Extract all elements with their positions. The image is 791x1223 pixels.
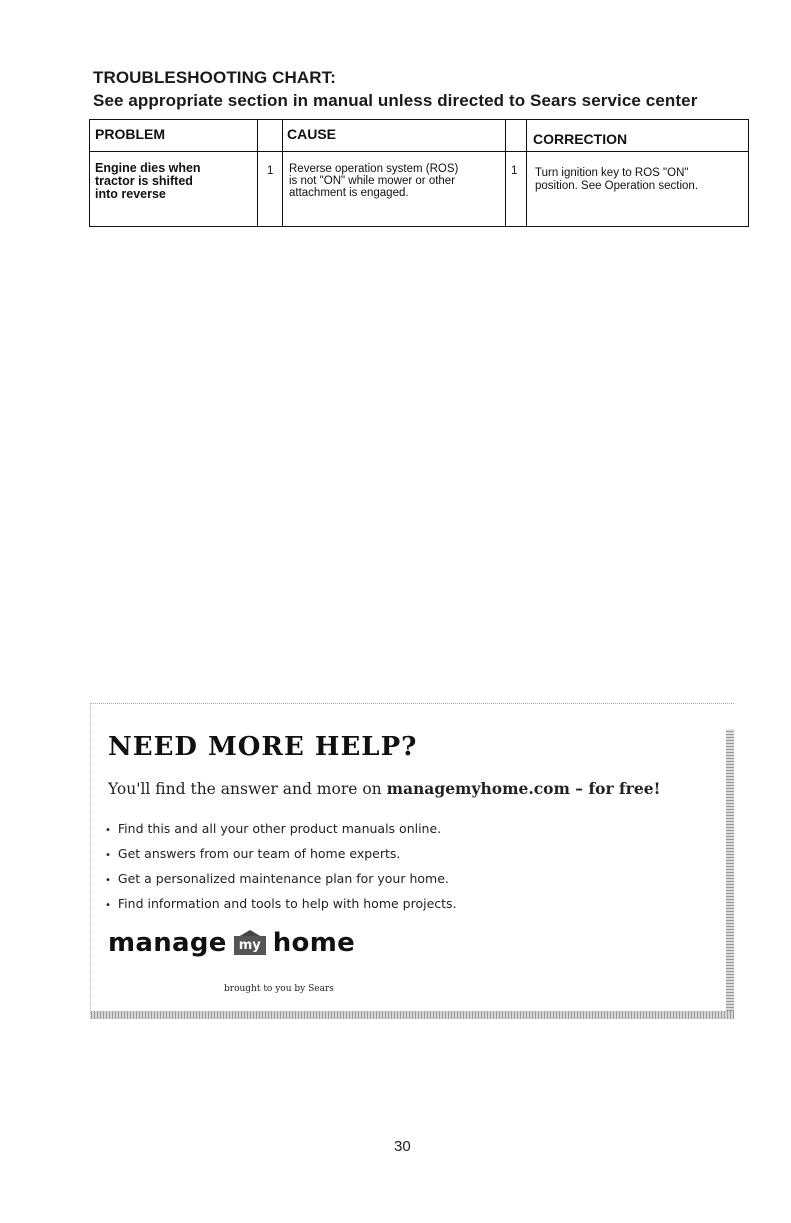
box-shadow: [726, 729, 734, 1014]
header-divider: [89, 151, 749, 152]
logo-tagline: brought to you by Sears: [224, 984, 334, 994]
problem-line: tractor is shifted: [95, 174, 193, 188]
list-item: • Find information and tools to help with home projects.: [105, 894, 457, 919]
house-icon: [231, 930, 269, 956]
list-item: • Find this and all your other product manuals online.: [105, 819, 457, 844]
header-problem: PROBLEM: [95, 126, 165, 142]
managemyhome-logo: [108, 928, 355, 962]
correction-number: 1: [511, 165, 518, 177]
cause-line: attachment is engaged.: [289, 187, 409, 199]
chart-title: TROUBLESHOOTING CHART:: [93, 68, 337, 87]
cause-number: 1: [267, 165, 274, 177]
problem-line: into reverse: [95, 187, 166, 201]
header-correction: CORRECTION: [533, 131, 628, 147]
header-cause: CAUSE: [287, 126, 337, 142]
help-subtitle: [108, 779, 660, 798]
box-shadow: [91, 1011, 734, 1019]
correction-line: position. See Operation section.: [535, 180, 699, 192]
managemyhome-link[interactable]: managemyhome.com: [386, 779, 570, 798]
problem-line: Engine dies when: [95, 161, 201, 175]
page-number: 30: [394, 1138, 411, 1155]
cause-line: Reverse operation system (ROS): [289, 163, 459, 175]
subtitle-text: You'll find the answer and more on: [108, 780, 387, 798]
column-divider: [282, 119, 283, 227]
correction-line: Turn ignition key to ROS "ON": [535, 167, 689, 179]
logo-badge-my: my: [234, 936, 266, 955]
help-title: NEED MORE HELP?: [108, 732, 418, 762]
column-divider: [505, 119, 506, 227]
logo-text-manage: manage: [108, 928, 227, 958]
help-box: [90, 703, 734, 1019]
logo-text-home: home: [272, 928, 356, 958]
cause-line: is not "ON" while mower or other: [289, 175, 456, 187]
column-divider: [526, 119, 527, 227]
troubleshooting-table: [89, 119, 749, 227]
help-bullets: [105, 819, 457, 919]
list-item: • Get answers from our team of home experts.: [105, 844, 457, 869]
chart-subtitle: See appropriate section in manual unless directed to Sears service center: [93, 91, 698, 110]
list-item: • Get a personalized maintenance plan for your home.: [105, 869, 457, 894]
subtitle-free: – for free!: [569, 779, 661, 798]
column-divider: [257, 119, 258, 227]
